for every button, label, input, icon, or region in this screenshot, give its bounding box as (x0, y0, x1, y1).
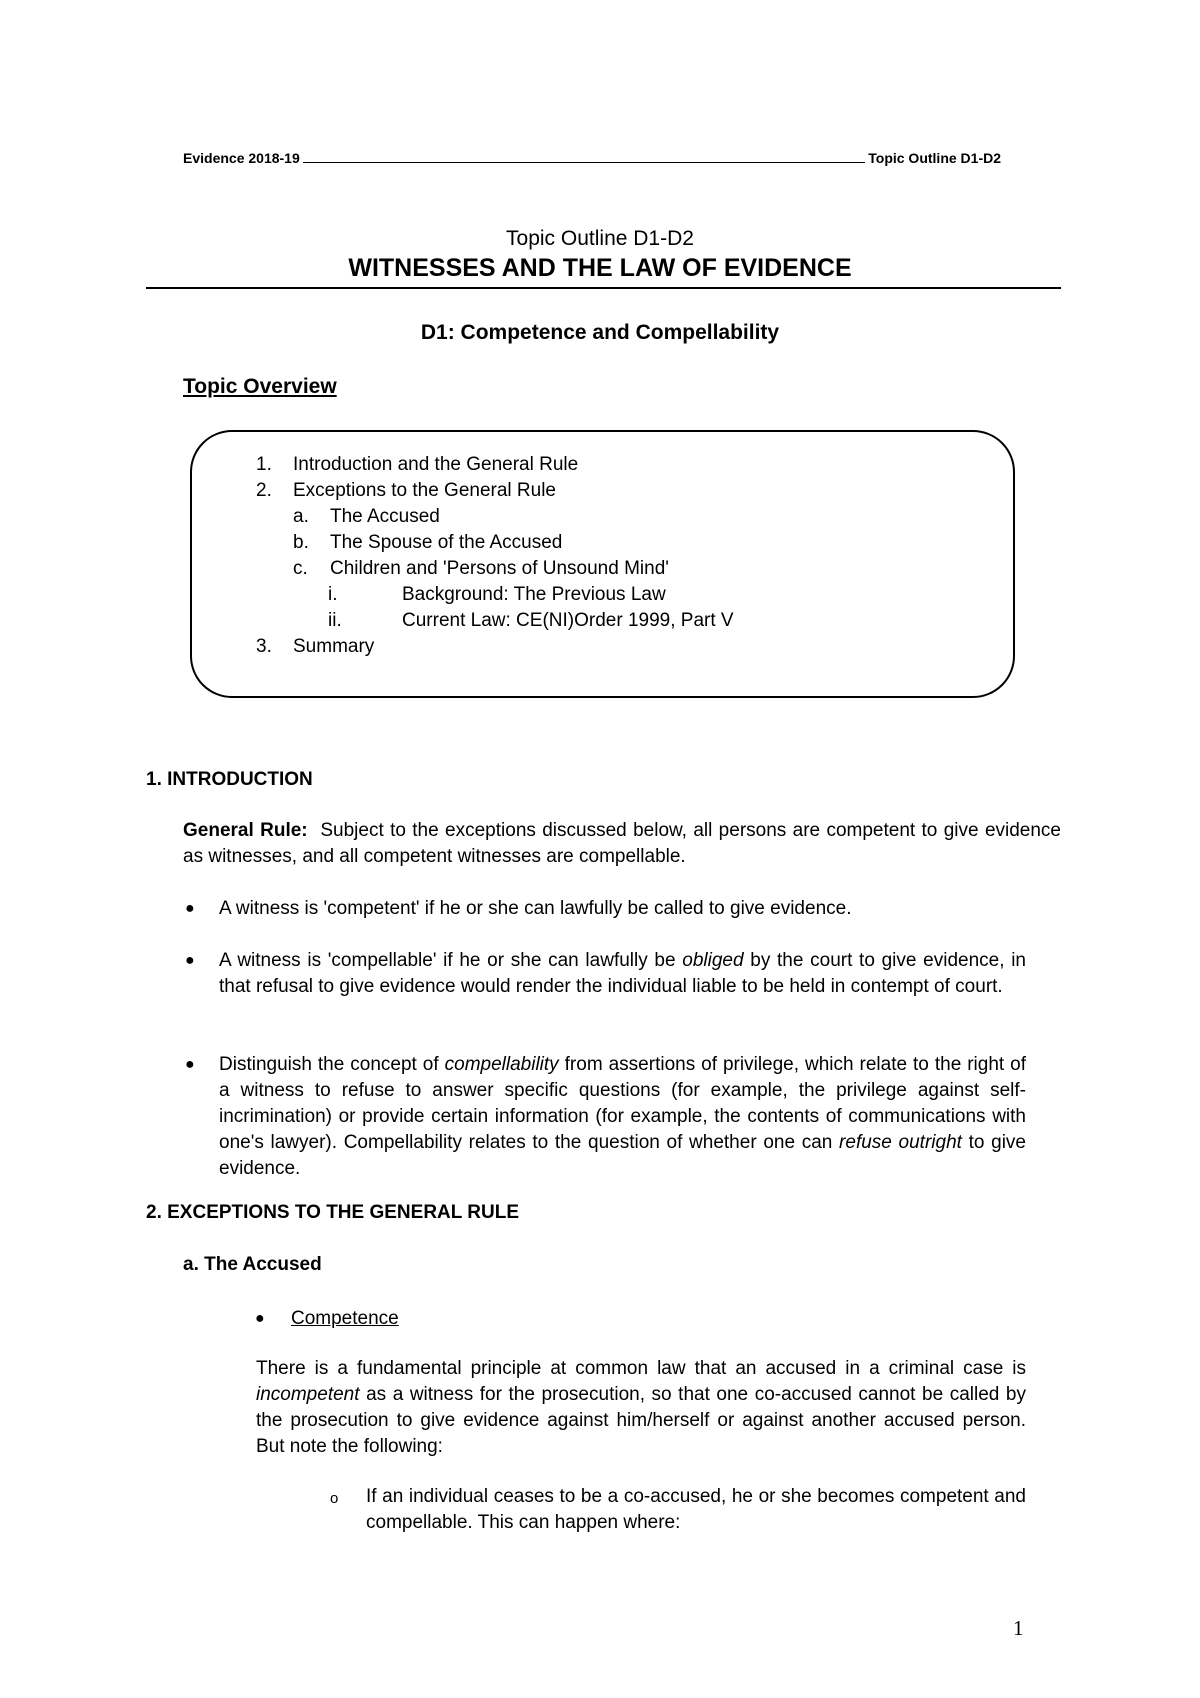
accused-sub-bullet (330, 1484, 1026, 1536)
general-rule-text: Subject to the exceptions discussed below, all persons are competent to give evidence as witnesses, and all competent witnesses are compellable. (183, 820, 1061, 867)
bullet-icon: ● (255, 1310, 265, 1327)
intro-bullet-3 (185, 1052, 1026, 1182)
header-right: Topic Outline D1-D2 (868, 150, 1001, 166)
accused-paragraph: There is a fundamental principle at common law that an accused in a criminal case is incompetent as a witness for the prosecution, so that one co-accused cannot be called by the prosecution to give evidence against him/herself or against another accused person. But note the following: (256, 1358, 1026, 1457)
page-number: 1 (1013, 1616, 1024, 1640)
subheading-accused: a. The Accused (183, 1254, 322, 1275)
competence-label: Competence (291, 1308, 399, 1329)
bullet-text: A witness is 'compellable' if he or she can lawfully be obliged by the court to give evidence, in that refusal to give evidence would render the individual liable to be held in contempt of court. (219, 950, 1026, 997)
bullet-icon: ● (185, 900, 195, 917)
sub-bullet-text: If an individual ceases to be a co-accused, he or she becomes competent and compellable. This can happen where: (366, 1486, 1026, 1533)
competence-bullet (255, 1306, 855, 1332)
intro-heading: 1. INTRODUCTION (146, 769, 313, 790)
general-rule-label: General Rule: (183, 820, 308, 841)
intro-bullet-1 (185, 896, 1025, 922)
intro-bullet-2 (185, 948, 1026, 1000)
header-left: Evidence 2018-19 (183, 150, 300, 166)
section-title: D1: Competence and Compellability (420, 321, 780, 344)
bullet-icon: ● (185, 1056, 195, 1073)
overview-box: 1. Introduction and the General Rule 2. Exceptions to the General Rule a. The Accused b. The Spouse of the Accused c. Children and 'Persons of Unsound Mind' i. Background: The Previous Law ii. Current Law: CE(NI)Order 1999, Part V 3. Summary (190, 430, 1015, 698)
general-rule-paragraph (183, 818, 1061, 870)
overview-heading: Topic Overview (183, 375, 337, 398)
bullet-text: A witness is 'competent' if he or she can lawfully be called to give evidence. (219, 898, 852, 919)
bullet-text: Distinguish the concept of compellability from assertions of privilege, which relate to the right of a witness to refuse to answer specific questions (for example, the privilege against self-incrimination) or provide certain information (for example, the contents of communications with one's lawyer). Compellability relates to the question of whether one can refuse outright to give evidence. (219, 1054, 1027, 1179)
header-rule (303, 162, 866, 163)
title-divider (146, 287, 1061, 289)
exceptions-heading: 2. EXCEPTIONS TO THE GENERAL RULE (146, 1202, 520, 1223)
running-header (183, 146, 1001, 166)
document-subtitle: Topic Outline D1-D2 (506, 227, 694, 250)
document-title: WITNESSES AND THE LAW OF EVIDENCE (348, 254, 852, 282)
circle-bullet-icon: o (330, 1490, 339, 1507)
bullet-icon: ● (185, 952, 195, 969)
